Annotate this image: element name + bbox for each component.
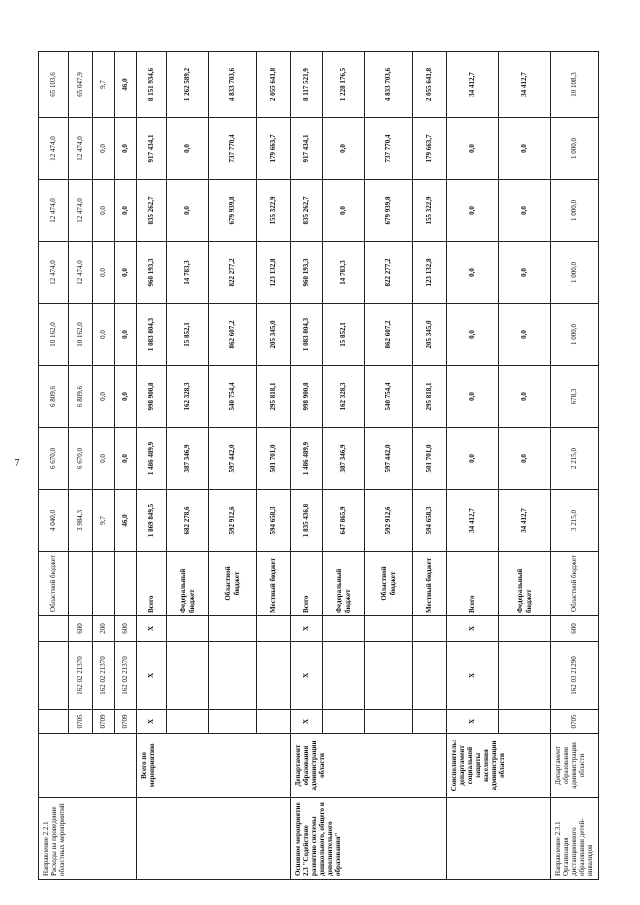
source-cell: Федеральный бюджет — [499, 552, 551, 616]
value-cell: 179 663,7 — [257, 118, 291, 180]
value-cell: 1 083 804,3 — [137, 304, 167, 366]
total-cell: 2 055 641,8 — [257, 52, 291, 118]
source-cell: Всего — [137, 552, 167, 616]
expense-type-cell: 200 — [93, 616, 115, 642]
value-cell: 0,0 — [93, 118, 115, 180]
value-cell: 12 474,0 — [69, 242, 93, 304]
value-cell: 1 000,0 — [551, 304, 599, 366]
value-cell: 34 412,7 — [499, 490, 551, 552]
value-cell: 540 754,4 — [209, 366, 257, 428]
value-cell: 0,0 — [115, 428, 137, 490]
value-cell: 9,7 — [93, 490, 115, 552]
source-cell: Областной бюджет — [551, 552, 599, 616]
event-name-cell — [137, 798, 291, 880]
grbs-cell: X — [137, 710, 167, 734]
value-cell: 162 328,3 — [167, 366, 209, 428]
total-cell: 4 833 703,6 — [365, 52, 413, 118]
page-number: 7 — [14, 458, 20, 469]
expense-type-cell: X — [291, 616, 323, 642]
value-cell: 679 939,8 — [365, 180, 413, 242]
value-cell: 0,0 — [93, 180, 115, 242]
value-cell: 12 474,0 — [39, 180, 69, 242]
value-cell: 960 193,3 — [137, 242, 167, 304]
total-cell: 46,0 — [115, 52, 137, 118]
value-cell: 34 412,7 — [447, 490, 499, 552]
value-cell: 15 852,1 — [167, 304, 209, 366]
value-cell: 6 809,6 — [69, 366, 93, 428]
source-cell: Всего — [291, 552, 323, 616]
table-row — [137, 52, 167, 880]
total-cell: 34 412,7 — [447, 52, 499, 118]
value-cell: 0,0 — [499, 304, 551, 366]
value-cell: 6 670,0 — [39, 428, 69, 490]
value-cell: 12 474,0 — [69, 180, 93, 242]
expense-type-cell — [413, 616, 447, 642]
expense-type-cell — [209, 616, 257, 642]
section-cell: X — [447, 642, 499, 710]
value-cell: 917 434,1 — [137, 118, 167, 180]
value-cell: 205 345,0 — [257, 304, 291, 366]
value-cell: 15 852,1 — [323, 304, 365, 366]
responsible-cell: Департамент образования администрации области — [291, 734, 447, 798]
section-cell: 162 02 21370 — [93, 642, 115, 710]
responsible-cell: Всего по мероприятию — [137, 734, 291, 798]
total-cell: 10 108,3 — [551, 52, 599, 118]
total-cell: 9,7 — [93, 52, 115, 118]
grbs-cell — [413, 710, 447, 734]
value-cell: 0,0 — [167, 118, 209, 180]
section-cell: 162 02 21370 — [115, 642, 137, 710]
responsible-cell: Соисполнитель: департамент социальной защиты населения администрации области — [447, 734, 551, 798]
source-cell: Местный бюджет — [257, 552, 291, 616]
value-cell: 592 912,6 — [209, 490, 257, 552]
value-cell: 6 670,0 — [69, 428, 93, 490]
value-cell: 0,0 — [115, 304, 137, 366]
expense-type-cell — [257, 616, 291, 642]
value-cell: 737 770,4 — [209, 118, 257, 180]
value-cell: 862 607,2 — [365, 304, 413, 366]
source-cell — [69, 552, 93, 616]
total-cell: 34 412,7 — [499, 52, 551, 118]
value-cell: 2 215,0 — [551, 428, 599, 490]
value-cell: 822 277,2 — [209, 242, 257, 304]
value-cell: 679 939,8 — [209, 180, 257, 242]
expense-type-cell: 600 — [551, 616, 599, 642]
expense-type-cell: 600 — [69, 616, 93, 642]
event-name-cell: Направление 2.3.1 Организация дистанционного образования детей-инвалидов — [551, 798, 599, 880]
total-cell: 65 047,9 — [69, 52, 93, 118]
value-cell: 0,0 — [499, 428, 551, 490]
value-cell: 647 865,9 — [323, 490, 365, 552]
source-cell: Областной бюджет — [365, 552, 413, 616]
value-cell: 1 869 849,5 — [137, 490, 167, 552]
source-cell: Областной бюджет — [209, 552, 257, 616]
source-cell: Местный бюджет — [413, 552, 447, 616]
expense-type-cell — [365, 616, 413, 642]
section-cell — [167, 642, 209, 710]
value-cell: 6 809,6 — [39, 366, 69, 428]
expense-type-cell: X — [137, 616, 167, 642]
source-cell: Федеральный бюджет — [167, 552, 209, 616]
value-cell: 0,0 — [167, 180, 209, 242]
section-cell — [323, 642, 365, 710]
value-cell: 123 132,8 — [257, 242, 291, 304]
value-cell: 0,0 — [115, 180, 137, 242]
section-cell: X — [291, 642, 323, 710]
table-row — [447, 52, 499, 880]
value-cell: 0,0 — [447, 242, 499, 304]
value-cell: 737 770,4 — [365, 118, 413, 180]
value-cell: 998 900,8 — [137, 366, 167, 428]
budget-table — [38, 51, 599, 880]
value-cell: 12 474,0 — [69, 118, 93, 180]
grbs-cell — [209, 710, 257, 734]
event-name-cell: Основное мероприятие 2.3 "Содействие развитию системы дошкольного, общего и дополнительного образования" — [291, 798, 447, 880]
value-cell: 594 658,3 — [413, 490, 447, 552]
grbs-cell — [39, 710, 69, 734]
value-cell: 1 083 804,3 — [291, 304, 323, 366]
grbs-cell — [365, 710, 413, 734]
value-cell: 295 818,1 — [257, 366, 291, 428]
value-cell: 862 607,2 — [209, 304, 257, 366]
event-name-cell — [447, 798, 551, 880]
total-cell: 2 055 641,8 — [413, 52, 447, 118]
value-cell: 0,0 — [447, 118, 499, 180]
value-cell: 0,0 — [447, 428, 499, 490]
value-cell: 0,0 — [93, 242, 115, 304]
value-cell: 594 658,3 — [257, 490, 291, 552]
grbs-cell: 0705 — [69, 710, 93, 734]
section-cell: 162 02 21370 — [69, 642, 93, 710]
value-cell: 10 162,0 — [39, 304, 69, 366]
value-cell: 46,0 — [115, 490, 137, 552]
value-cell: 0,0 — [447, 304, 499, 366]
value-cell: 4 040,0 — [39, 490, 69, 552]
value-cell: 917 434,1 — [291, 118, 323, 180]
total-cell: 1 262 589,2 — [167, 52, 209, 118]
value-cell: 12 474,0 — [39, 242, 69, 304]
value-cell: 14 783,3 — [167, 242, 209, 304]
value-cell: 1 000,0 — [551, 180, 599, 242]
value-cell: 155 322,9 — [413, 180, 447, 242]
section-cell — [413, 642, 447, 710]
expense-type-cell — [323, 616, 365, 642]
value-cell: 0,0 — [323, 180, 365, 242]
total-cell: 1 228 176,5 — [323, 52, 365, 118]
value-cell: 822 277,2 — [365, 242, 413, 304]
expense-type-cell: X — [447, 616, 499, 642]
total-cell: 8 117 521,9 — [291, 52, 323, 118]
value-cell: 162 328,3 — [323, 366, 365, 428]
value-cell: 3 215,0 — [551, 490, 599, 552]
value-cell: 0,0 — [499, 366, 551, 428]
section-cell — [257, 642, 291, 710]
total-cell: 8 151 934,6 — [137, 52, 167, 118]
value-cell: 0,0 — [115, 118, 137, 180]
value-cell: 0,0 — [499, 242, 551, 304]
value-cell: 123 132,8 — [413, 242, 447, 304]
value-cell: 3 984,3 — [69, 490, 93, 552]
value-cell: 12 474,0 — [39, 118, 69, 180]
value-cell: 0,0 — [499, 180, 551, 242]
value-cell: 0,0 — [323, 118, 365, 180]
total-cell: 65 103,6 — [39, 52, 69, 118]
source-cell — [93, 552, 115, 616]
source-cell: Областной бюджет — [39, 552, 69, 616]
value-cell: 155 322,9 — [257, 180, 291, 242]
table-row — [39, 52, 69, 880]
value-cell: 1 486 489,9 — [137, 428, 167, 490]
value-cell: 205 345,0 — [413, 304, 447, 366]
source-cell: Всего — [447, 552, 499, 616]
expense-type-cell — [499, 616, 551, 642]
grbs-cell: 0705 — [551, 710, 599, 734]
value-cell: 179 663,7 — [413, 118, 447, 180]
expense-type-cell: 600 — [115, 616, 137, 642]
responsible-cell — [39, 734, 137, 798]
grbs-cell — [323, 710, 365, 734]
value-cell: 678,3 — [551, 366, 599, 428]
value-cell: 682 278,6 — [167, 490, 209, 552]
value-cell: 501 701,0 — [257, 428, 291, 490]
value-cell: 0,0 — [93, 366, 115, 428]
value-cell: 960 193,3 — [291, 242, 323, 304]
section-cell — [365, 642, 413, 710]
value-cell: 0,0 — [115, 366, 137, 428]
grbs-cell: X — [291, 710, 323, 734]
value-cell: 14 783,3 — [323, 242, 365, 304]
grbs-cell — [167, 710, 209, 734]
value-cell: 835 262,7 — [291, 180, 323, 242]
value-cell: 10 162,0 — [69, 304, 93, 366]
value-cell: 540 754,4 — [365, 366, 413, 428]
grbs-cell: 0709 — [115, 710, 137, 734]
grbs-cell — [499, 710, 551, 734]
expense-type-cell — [39, 616, 69, 642]
value-cell: 295 818,1 — [413, 366, 447, 428]
table-row — [551, 52, 599, 880]
total-cell: 4 833 703,6 — [209, 52, 257, 118]
source-cell: Федеральный бюджет — [323, 552, 365, 616]
value-cell: 0,0 — [499, 118, 551, 180]
section-cell — [499, 642, 551, 710]
value-cell: 998 900,8 — [291, 366, 323, 428]
value-cell: 0,0 — [447, 366, 499, 428]
value-cell: 592 912,6 — [365, 490, 413, 552]
table-row — [291, 52, 323, 880]
event-name-cell: Направление 2.2.1 Расходы на проведение областных мероприятий — [39, 798, 137, 880]
value-cell: 0,0 — [115, 242, 137, 304]
value-cell: 1 000,0 — [551, 242, 599, 304]
grbs-cell: X — [447, 710, 499, 734]
grbs-cell: 0709 — [93, 710, 115, 734]
value-cell: 387 346,9 — [167, 428, 209, 490]
section-cell: 162 03 21290 — [551, 642, 599, 710]
expense-type-cell — [167, 616, 209, 642]
value-cell: 835 262,7 — [137, 180, 167, 242]
value-cell: 597 442,0 — [365, 428, 413, 490]
value-cell: 501 701,0 — [413, 428, 447, 490]
section-cell — [39, 642, 69, 710]
budget-table-container — [38, 60, 598, 880]
value-cell: 387 346,9 — [323, 428, 365, 490]
responsible-cell: Департамент образования администрации области — [551, 734, 599, 798]
value-cell: 1 486 489,9 — [291, 428, 323, 490]
value-cell: 0,0 — [93, 428, 115, 490]
value-cell: 1 000,0 — [551, 118, 599, 180]
section-cell — [209, 642, 257, 710]
value-cell: 0,0 — [93, 304, 115, 366]
value-cell: 1 835 436,8 — [291, 490, 323, 552]
source-cell — [115, 552, 137, 616]
section-cell: X — [137, 642, 167, 710]
value-cell: 0,0 — [447, 180, 499, 242]
value-cell: 597 442,0 — [209, 428, 257, 490]
grbs-cell — [257, 710, 291, 734]
